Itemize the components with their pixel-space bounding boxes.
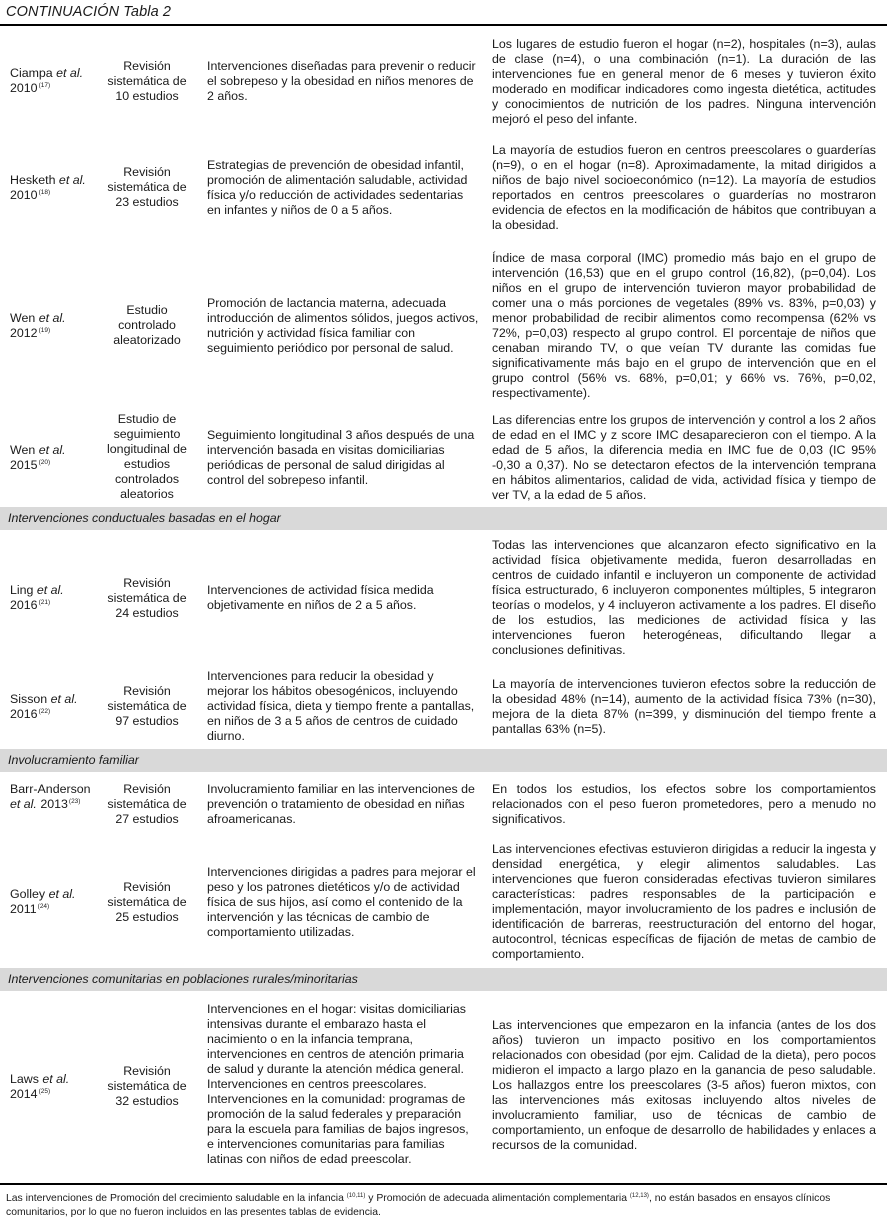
result-cell: La mayoría de estudios fueron en centros preescolares o guarderías (n=9), o en el hogar (n=8). Aproximadamente, la mitad dirigidos a niños de bajo nivel socioeconómico (n=12). La mayoría de estudios reportados en centros preescolares o guarderías no mostraron evidencia de efectos en la modificación de hábitos que contribuyan a la obesidad. [492,143,876,232]
result-cell: La mayoría de intervenciones tuvieron efectos sobre la reducción de la obesidad 48% (n=14), aumento de la actividad física 73% (n=30), mejora de la dieta 87% (n=399, y disminución del tiempo frente a pantallas 63% (n=5). [492,677,876,736]
intervention-cell: Seguimiento longitudinal 3 años después de una intervención basada en visitas domiciliarias periódicas de personal de salud dirigidas al control del sobrepeso infantil. [207,428,475,487]
top-rule [0,24,887,26]
result-cell: Las intervenciones que empezaron en la infancia (antes de los dos años) tuvieron un impacto positivo en los comportamientos relacionados con obesidad (por ejm. Calidad de la dieta), pero pocos midieron el impacto a largo plazo en la ganancia de peso saludable. Los hallazgos entre los preescolares (3-5 años) fueron mixtos, con las intervenciones más exitosas incluyendo altos niveles de involucramiento familiar, uso de técnicas de cambio de comportamiento, un enfoque de desarrollo de habilidades y enlaces a recursos de la comunidad. [492,1018,876,1152]
intervention-cell: Intervenciones dirigidas a padres para mejorar el peso y los patrones dietéticos y/o de actividad física de sus hijos, así como el contenido de la intervención y las técnicas de cambio de comportamiento utilizadas. [207,865,476,939]
author-cell: Hesketh et al. 2010$^{(18)}$ [10,173,86,202]
result-cell: Las intervenciones efectivas estuvieron dirigidas a reducir la ingesta y densidad energética, y elegir alimentos saludables. Las intervenciones que fueron consideradas efectivas tuvieron similares características: padres responsables de la participación e implementación, mayor involucramiento de los padres e inclusión de identificación de barreras, reestructuración del entorno del hogar, autocontrol, técnicas específicas de fijación de metas de cambio de comportamiento. [492,842,876,961]
table-row [0,34,887,130]
section-header [0,749,887,772]
result-cell: Las diferencias entre los grupos de intervención y control a los 2 años de edad en el IMC y z score IMC desaparecieron con el tiempo. A la edad de 5 años, la diferencia media en IMC fue de 0,03 (IC 95% -0,30 a 0,37). No se detectaron efectos de la intervención temprana en hábitos alimentarios, calidad de vida, actividad física y tiempo de ver TV, a la edad de 5 años. [492,413,876,502]
intervention-cell: Intervenciones para reducir la obesidad y mejorar los hábitos obesogénicos, incluyendo actividad física, dieta y tiempo frente a pantallas, en niños de 3 a 5 años de centros de cuidado diurno. [207,669,475,743]
section-title: Involucramiento familiar [8,753,139,767]
section-header [0,968,887,991]
intervention-cell: Intervenciones de actividad física medida objetivamente en niños de 2 a 5 años. [207,583,434,612]
author-cell: Golley et al. 2011$^{(24)}$ [10,887,76,916]
section-title: Intervenciones conductuales basadas en el hogar [8,511,281,525]
author-cell: Ciampa et al. 2010$^{(17)}$ [10,66,84,95]
table-row [0,141,887,237]
design-cell: Estudio de seguimiento longitudinal de estudios controlados aleatorios [107,412,187,501]
result-cell: Índice de masa corporal (IMC) promedio más bajo en el grupo de intervención (16,53) que en el grupo control (16,82), (p=0,04). Los niños en el grupo de intervención tuvieron mayor probabilidad de comer una o más porciones de vegetales (89% vs. 83%, p=0,03) y menor probabilidad de recibir alimentos como recompensa (62% vs 72%, p=0,03) respecto al grupo control. El porcentaje de niños que cenaban mirando TV, o que veían TV durante las comidas fue significativamente más bajo en el grupo de intervención que en el grupo control (56% vs. 68%, p=0,01; y 66% vs. 76%, p=0,02, respectivamente). [492,251,876,400]
table-row [0,1002,887,1174]
author-cell: Barr-Anderson et al. 2013$^{(23)}$ [10,782,91,811]
design-cell: Revisión sistemática de 32 estudios [107,1064,187,1108]
design-cell: Revisión sistemática de 25 estudios [107,880,187,924]
design-cell: Estudio controlado aleatorizado [113,303,181,347]
intervention-cell: Estrategias de prevención de obesidad infantil, promoción de alimentación saludable, actividad física y/o reducción de actividades sedentarias en infantes y niños de 0 a 5 años. [207,158,468,217]
table-row [0,538,887,660]
table-row [0,841,887,967]
table-row [0,250,887,402]
author-cell: Wen et al. 2015$^{(20)}$ [10,443,66,472]
design-cell: Revisión sistemática de 10 estudios [107,59,187,103]
intervention-cell: Intervenciones diseñadas para prevenir o reducir el sobrepeso y la obesidad en niños menores de 2 años. [207,59,476,103]
intervention-cell: Involucramiento familiar en las intervenciones de prevención o tratamiento de obesidad en niñas afroamericanas. [207,782,475,826]
table-row [0,411,887,507]
design-cell: Revisión sistemática de 97 estudios [107,684,187,728]
result-cell: Los lugares de estudio fueron el hogar (n=2), hospitales (n=3), aulas de clase (n=4), o una combinación (n=1). La duración de las intervenciones fue en general menor de 6 meses y tuvieron éxito moderado en modificar indicadores como ingesta dietética, actitudes y conocimientos de nutrición de los padres. Ninguna intervención mejoró el peso del infante. [492,37,876,126]
result-cell: En todos los estudios, los efectos sobre los comportamientos relacionados con el peso fueron prometedores, pero a menudo no significativos. [492,782,876,826]
table-row [0,781,887,831]
table-row [0,669,887,749]
table-footnote: Las intervenciones de Promoción del crecimiento saludable en la infancia $^{(10,11)}$ y Promoción de adecuada alimentación complementaria $^{(12,13)}$, no están basados en ensayos clínicos comunitarios, por lo que no fueron incluidos en las presentes tablas de evidencia. [6,1193,831,1218]
author-cell: Laws et al. 2014$^{(25)}$ [10,1072,70,1101]
design-cell: Revisión sistemática de 24 estudios [107,576,187,620]
intervention-cell: Promoción de lactancia materna, adecuada introducción de alimentos sólidos, juegos activos, nutrición y actividad física familiar con seguimiento periódico por personal de salud. [207,296,479,355]
result-cell: Todas las intervenciones que alcanzaron efecto significativo en la actividad física objetivamente medida, fueron desarrolladas en centros de cuidado infantil e incluyeron un componente de actividad física estructurado, 6 incluyeron componentes múltiples, 5 integraron teorías o modelos, y 4 incluyeron activamente a los padres. El diseño de los estudios, las mediciones de actividad física y las intervenciones fueron heterogéneas, dificultando llegar a conclusiones definitivas. [492,538,876,657]
intervention-cell: Intervenciones en el hogar: visitas domiciliarias intensivas durante el embarazo hasta el nacimiento o en la infancia temprana, intervenciones en centros de atención primaria de salud y durante la atención médica general. Intervenciones en centros preescolares. Intervenciones en la comunidad: programas de promoción de la salud federales y preparación para la escuela para familias de bajos ingresos, e intervenciones comunitarias para familias latinas con niños de edad preescolar. [207,1002,469,1166]
author-cell: Sisson et al. 2016$^{(22)}$ [10,692,78,721]
design-cell: Revisión sistemática de 27 estudios [107,782,187,826]
author-cell: Ling et al. 2016$^{(21)}$ [10,583,64,612]
author-cell: Wen et al. 2012$^{(19)}$ [10,311,66,340]
section-title: Intervenciones comunitarias en poblaciones rurales/minoritarias [8,972,358,986]
bottom-rule [0,1183,887,1185]
design-cell: Revisión sistemática de 23 estudios [107,165,187,209]
section-header [0,507,887,530]
table-caption: CONTINUACIÓN Tabla 2 [6,4,172,20]
